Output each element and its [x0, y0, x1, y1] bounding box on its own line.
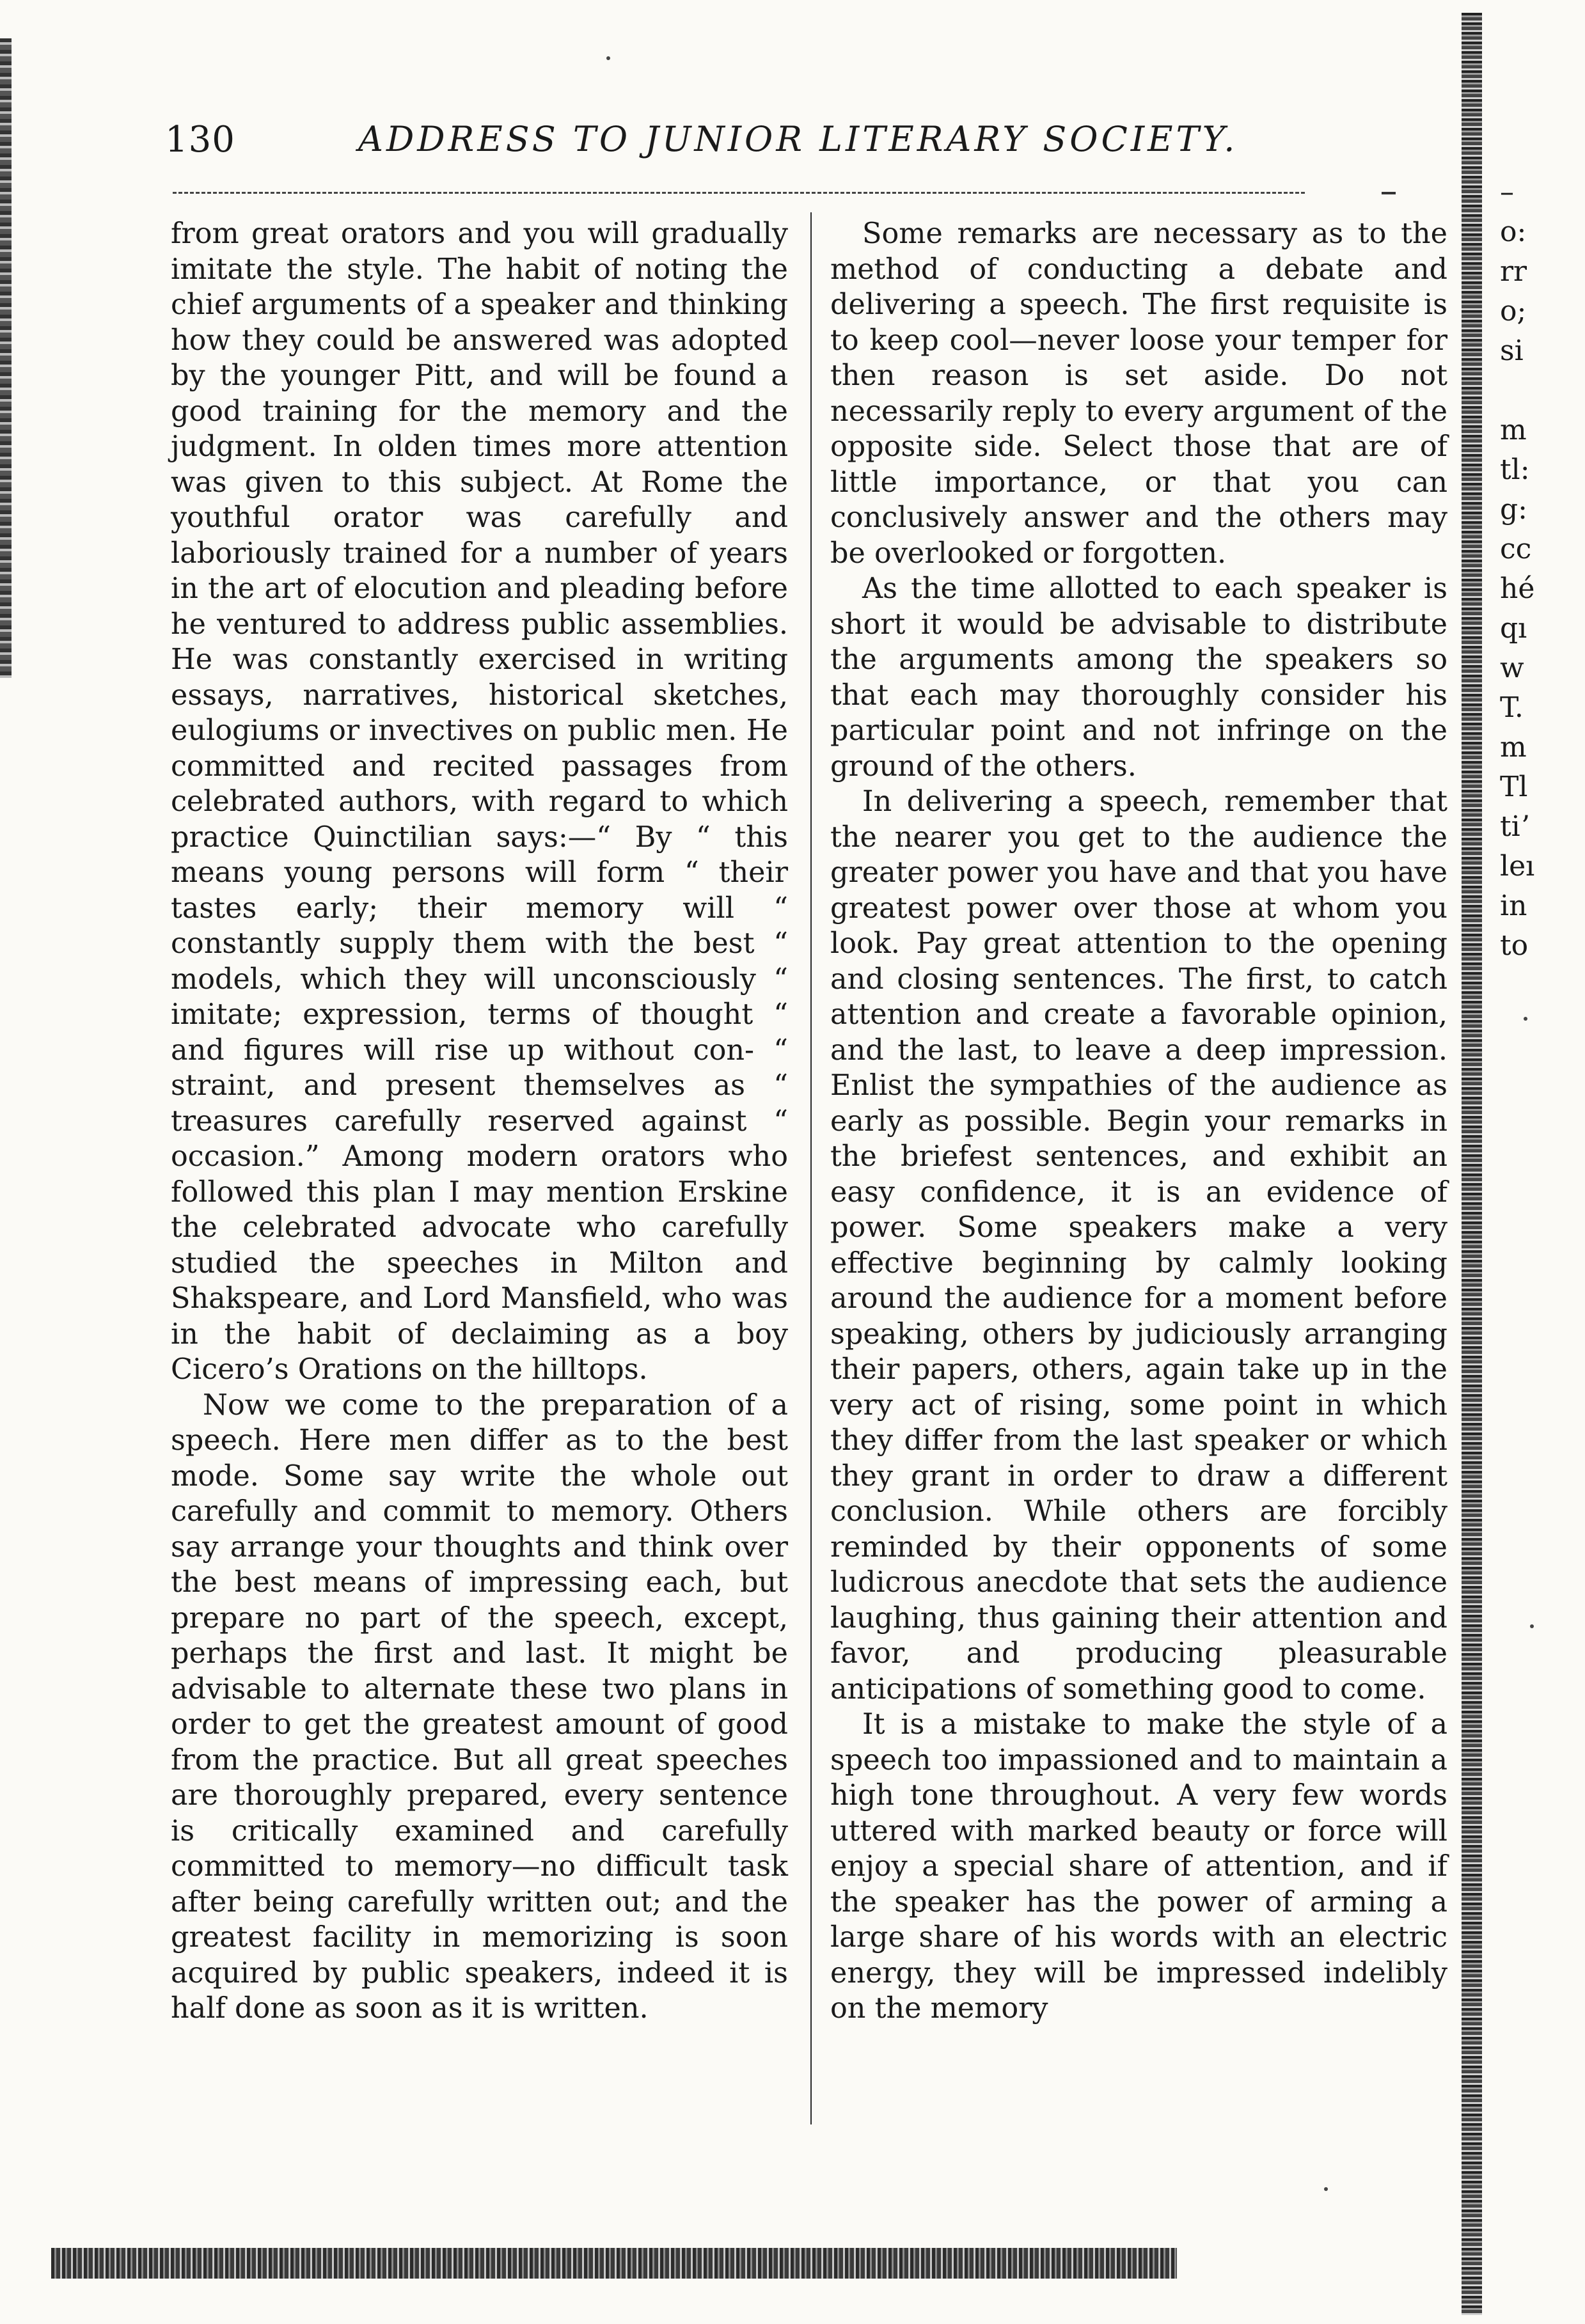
paragraph: Some remarks are necessary as to the method of conducting a debate and delivering a speech. The first requisite is to keep cool—never loose your temper for then reason is set aside. Do not necessarily reply to every argument of the opposite side. Select those that are of little importance, or that you can conclusively answer and the others may be overlooked or forgotten.	[830, 217, 1447, 570]
fragment: o;	[1500, 295, 1527, 327]
fragment: w	[1500, 652, 1524, 684]
scan-speck	[1324, 2187, 1328, 2191]
header-rule	[173, 192, 1305, 194]
scan-bottom-artifact	[51, 2248, 1177, 2279]
fragment: Tl	[1500, 771, 1528, 803]
fragment: in	[1500, 890, 1527, 922]
fragment: g:	[1500, 493, 1527, 526]
header-rule-tick	[1382, 192, 1396, 194]
facing-page-fragments	[1500, 173, 1577, 966]
paragraph: Now we come to the preparation of a speech. Here men differ as to the best mode. Some say write the whole out carefully and commit to memory. Others say arrange your thoughts and think over the best means of impressing each, but prepare no part of the speech, except, perhaps the first and last. It might be advisable to alternate these two plans in order to get the greatest amount of good from the practice. But all great speeches are thoroughly prepared, every sentence is critically examined and carefully committed to memory—no difficult task after being carefully written out; and the greatest facility in memorizing is soon acquired by public speakers, indeed it is half done as soon as it is written.	[171, 1388, 788, 2025]
scan-speck	[1524, 1017, 1527, 1021]
fragment: si	[1500, 334, 1524, 367]
fragment: m	[1500, 414, 1527, 446]
fragment: tiʼ	[1500, 810, 1529, 843]
paragraph: In delivering a speech, remember that the nearer you get to the audience the greater power you have and that you have greatest power over those at whom you look. Pay great attention to the opening and closing sentences. The first, to catch attention and create a favorable opinion, and the last, to leave a deep impression. Enlist the sympathies of the audience as early as possible. Begin your remarks in the briefest sentences, and exhibit an easy confidence, it is an evidence of power. Some speakers make a very effective beginning by calmly looking around the audience for a moment before speaking, others by judiciously arranging their papers, others, again take up in the very act of rising, some point in which they differ from the last speaker or which they grant in order to draw a different conclusion. While others are forcibly reminded by their opponents of some ludicrous anecdote that sets the audience laughing, thus gaining their attention and favor, and producing pleasurable anticipations of something good to come.	[830, 785, 1447, 1706]
paragraph: As the time allotted to each speaker is short it would be advisable to distribute the arguments among the speakers so that each may thoroughly consider his particular point and not infringe on the ground of the others.	[830, 572, 1447, 783]
left-column	[171, 216, 788, 2027]
column-divider	[810, 212, 812, 2124]
right-column	[830, 216, 1447, 2027]
scan-speck	[606, 56, 610, 60]
fragment: o:	[1500, 216, 1527, 248]
fragment: hé	[1500, 572, 1535, 605]
fragment: –	[1500, 176, 1514, 208]
fragment	[1500, 371, 1577, 411]
fragment: leı	[1500, 850, 1535, 883]
fragment: rr	[1500, 255, 1527, 288]
running-title: ADDRESS TO JUNIOR LITERARY SOCIETY.	[358, 119, 1238, 159]
scan-edge-artifact	[0, 38, 12, 678]
fragment: cc	[1500, 533, 1532, 565]
paragraph: It is a mistake to make the style of a speech too impassioned and to maintain a high tone throughout. A very few words uttered with marked beauty or force will enjoy a special share of attention, and if the speaker has the power of arming a large share of his words with an electric energy, they will be impressed indelibly on the memory	[830, 1708, 1447, 2025]
fragment: qı	[1500, 612, 1527, 645]
fragment: m	[1500, 731, 1527, 764]
fragment: to	[1500, 929, 1529, 962]
scan-speck	[1530, 1624, 1534, 1628]
page-number: 130	[165, 119, 235, 161]
paragraph: from great orators and you will gradually imitate the style. The habit of noting the chief arguments of a speaker and thinking how they could be answered was adopted by the younger Pitt, and will be found a good training for the memory and the judgment. In olden times more attention was given to this subject. At Rome the youthful orator was carefully and laboriously trained for a number of years in the art of elocution and pleading before he ventured to address public assemblies. He was constantly exercised in writing essays, narratives, historical sketches, eulogiums or invectives on public men. He committed and recited passages from celebrated authors, with regard to which practice Quinctilian says:—“ By “ this means young persons will form “ their tastes early; their memory will “ constantly supply them with the best “ models, which they will unconsciously “ imitate; expression, terms of thought “ and figures will rise up without con- “ straint, and present themselves as “ treasures carefully reserved against “ occasion.” Among modern orators who followed this plan I may mention Erskine the celebrated advocate who carefully studied the speeches in Milton and Shakspeare, and Lord Mansfield, who was in the habit of declaiming as a boy Cicero’s Orations on the hilltops.	[171, 217, 788, 1386]
fragment: T.	[1500, 691, 1524, 724]
fragment: tl:	[1500, 453, 1530, 486]
binding-edge	[1462, 13, 1482, 2315]
